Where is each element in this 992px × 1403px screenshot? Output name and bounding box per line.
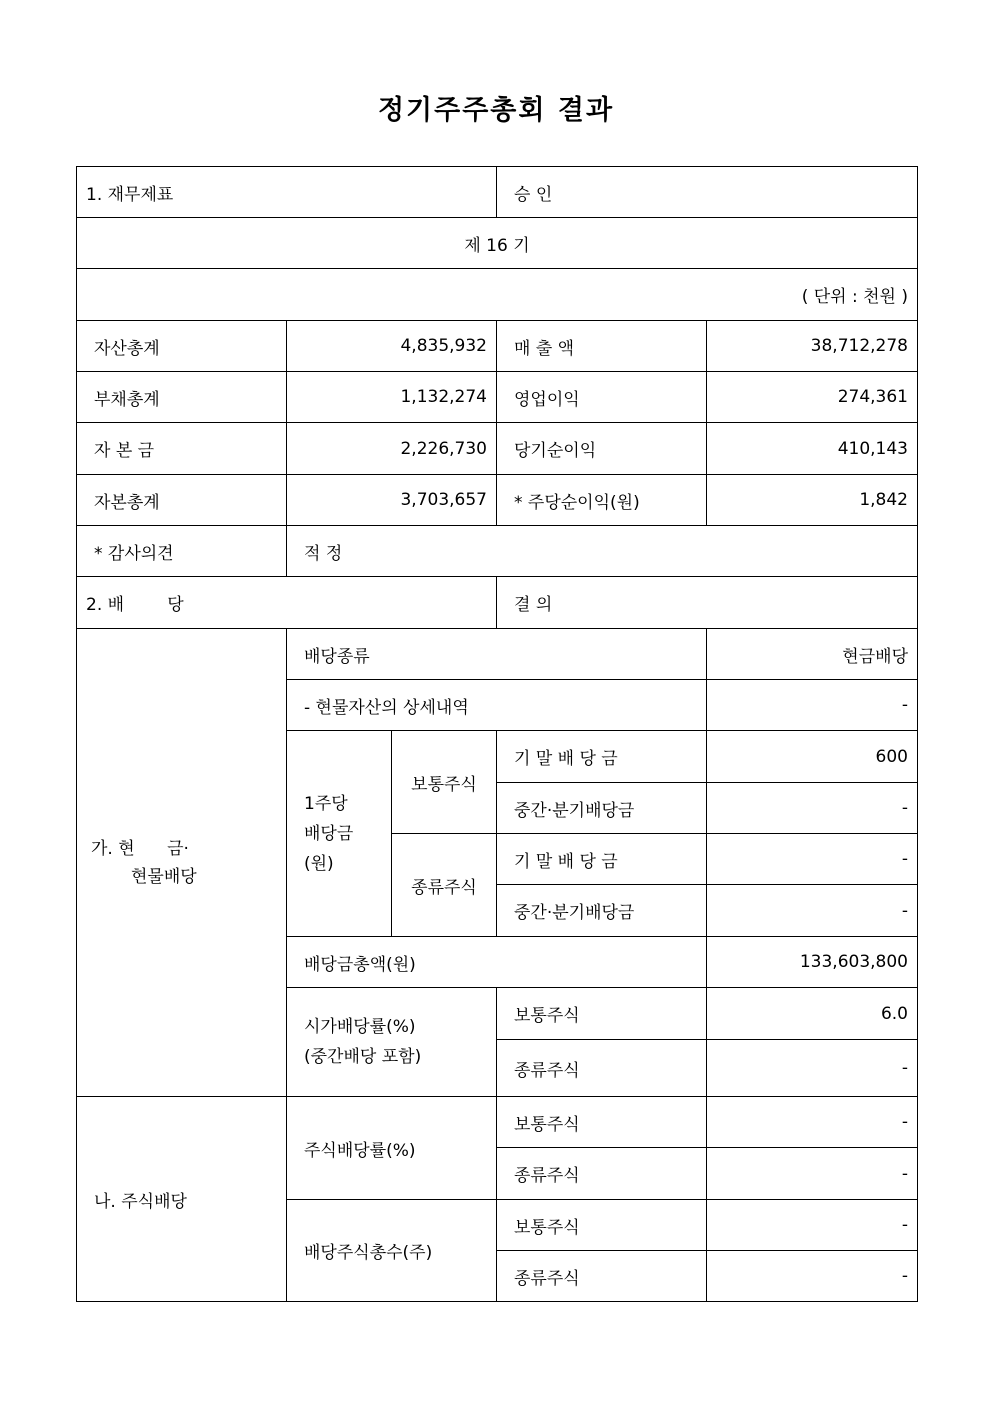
in-kind-asset-detail-value: - [707, 680, 918, 731]
fiscal-period: 제 16 기 [77, 218, 918, 269]
preferred-interim-dividend-value: - [707, 885, 918, 937]
common-year-end-dividend-value: 600 [707, 731, 918, 783]
rate-common-label: 보통주식 [497, 1097, 707, 1148]
net-income-label: 당기순이익 [497, 423, 707, 475]
total-assets-value: 4,835,932 [287, 321, 497, 372]
dividend-type-label: 배당종류 [287, 629, 707, 680]
capital-stock-value: 2,226,730 [287, 423, 497, 475]
capital-stock-label: 자 본 금 [77, 423, 287, 475]
dividend-yield-label: 시가배당률(%) (중간배당 포함) [287, 988, 497, 1097]
shares-preferred-value: - [707, 1251, 918, 1302]
rate-preferred-label: 종류주식 [497, 1148, 707, 1200]
total-equity-value: 3,703,657 [287, 475, 497, 526]
common-stock-label: 보통주식 [392, 731, 497, 834]
audit-opinion-value: 적 정 [287, 526, 918, 577]
total-equity-label: 자본총계 [77, 475, 287, 526]
operating-income-label: 영업이익 [497, 372, 707, 423]
year-end-dividend-label: 기 말 배 당 금 [497, 834, 707, 885]
preferred-year-end-dividend-value: - [707, 834, 918, 885]
yield-common-label: 보통주식 [497, 988, 707, 1040]
shareholders-meeting-result-table [76, 166, 918, 1302]
dividend-type-value: 현금배당 [707, 629, 918, 680]
financial-row [77, 423, 918, 475]
shares-common-label: 보통주식 [497, 1200, 707, 1251]
dividend-per-share-label: 1주당 배당금 (원) [287, 731, 392, 937]
interim-dividend-label: 중간·분기배당금 [497, 783, 707, 834]
financial-row [77, 372, 918, 423]
financial-statements-label: 1. 재무제표 [77, 167, 497, 218]
dividend-section-status: 결 의 [497, 577, 918, 629]
interim-dividend-label: 중간·분기배당금 [497, 885, 707, 937]
audit-opinion-label: * 감사의견 [77, 526, 287, 577]
stock-dividend-label: 나. 주식배당 [77, 1097, 287, 1302]
cash-dividend-label: 가. 현 금· 현물배당 [77, 629, 287, 1097]
operating-income-value: 274,361 [707, 372, 918, 423]
financial-statements-row [77, 167, 918, 218]
yield-preferred-value: - [707, 1040, 918, 1097]
yield-common-value: 6.0 [707, 988, 918, 1040]
total-liabilities-value: 1,132,274 [287, 372, 497, 423]
unit-label: ( 단위 : 천원 ) [77, 269, 918, 321]
financial-row [77, 475, 918, 526]
dividend-row [77, 577, 918, 629]
shares-preferred-label: 종류주식 [497, 1251, 707, 1302]
yield-preferred-label: 종류주식 [497, 1040, 707, 1097]
dividend-shares-total-label: 배당주식총수(주) [287, 1200, 497, 1302]
net-income-value: 410,143 [707, 423, 918, 475]
rate-preferred-value: - [707, 1148, 918, 1200]
eps-value: 1,842 [707, 475, 918, 526]
total-dividend-label: 배당금총액(원) [287, 937, 707, 988]
shares-common-value: - [707, 1200, 918, 1251]
financial-statements-status: 승 인 [497, 167, 918, 218]
stock-dividend-rate-label: 주식배당률(%) [287, 1097, 497, 1200]
page-title: 정기주주총회 결과 [377, 95, 615, 126]
eps-label: * 주당순이익(원) [497, 475, 707, 526]
revenue-value: 38,712,278 [707, 321, 918, 372]
total-assets-label: 자산총계 [77, 321, 287, 372]
total-dividend-value: 133,603,800 [707, 937, 918, 988]
total-liabilities-label: 부채총계 [77, 372, 287, 423]
revenue-label: 매 출 액 [497, 321, 707, 372]
rate-common-value: - [707, 1097, 918, 1148]
common-interim-dividend-value: - [707, 783, 918, 834]
preferred-stock-label: 종류주식 [392, 834, 497, 937]
in-kind-asset-detail-label: - 현물자산의 상세내역 [287, 680, 707, 731]
financial-row [77, 321, 918, 372]
dividend-section-label: 2. 배 당 [77, 577, 497, 629]
year-end-dividend-label: 기 말 배 당 금 [497, 731, 707, 783]
